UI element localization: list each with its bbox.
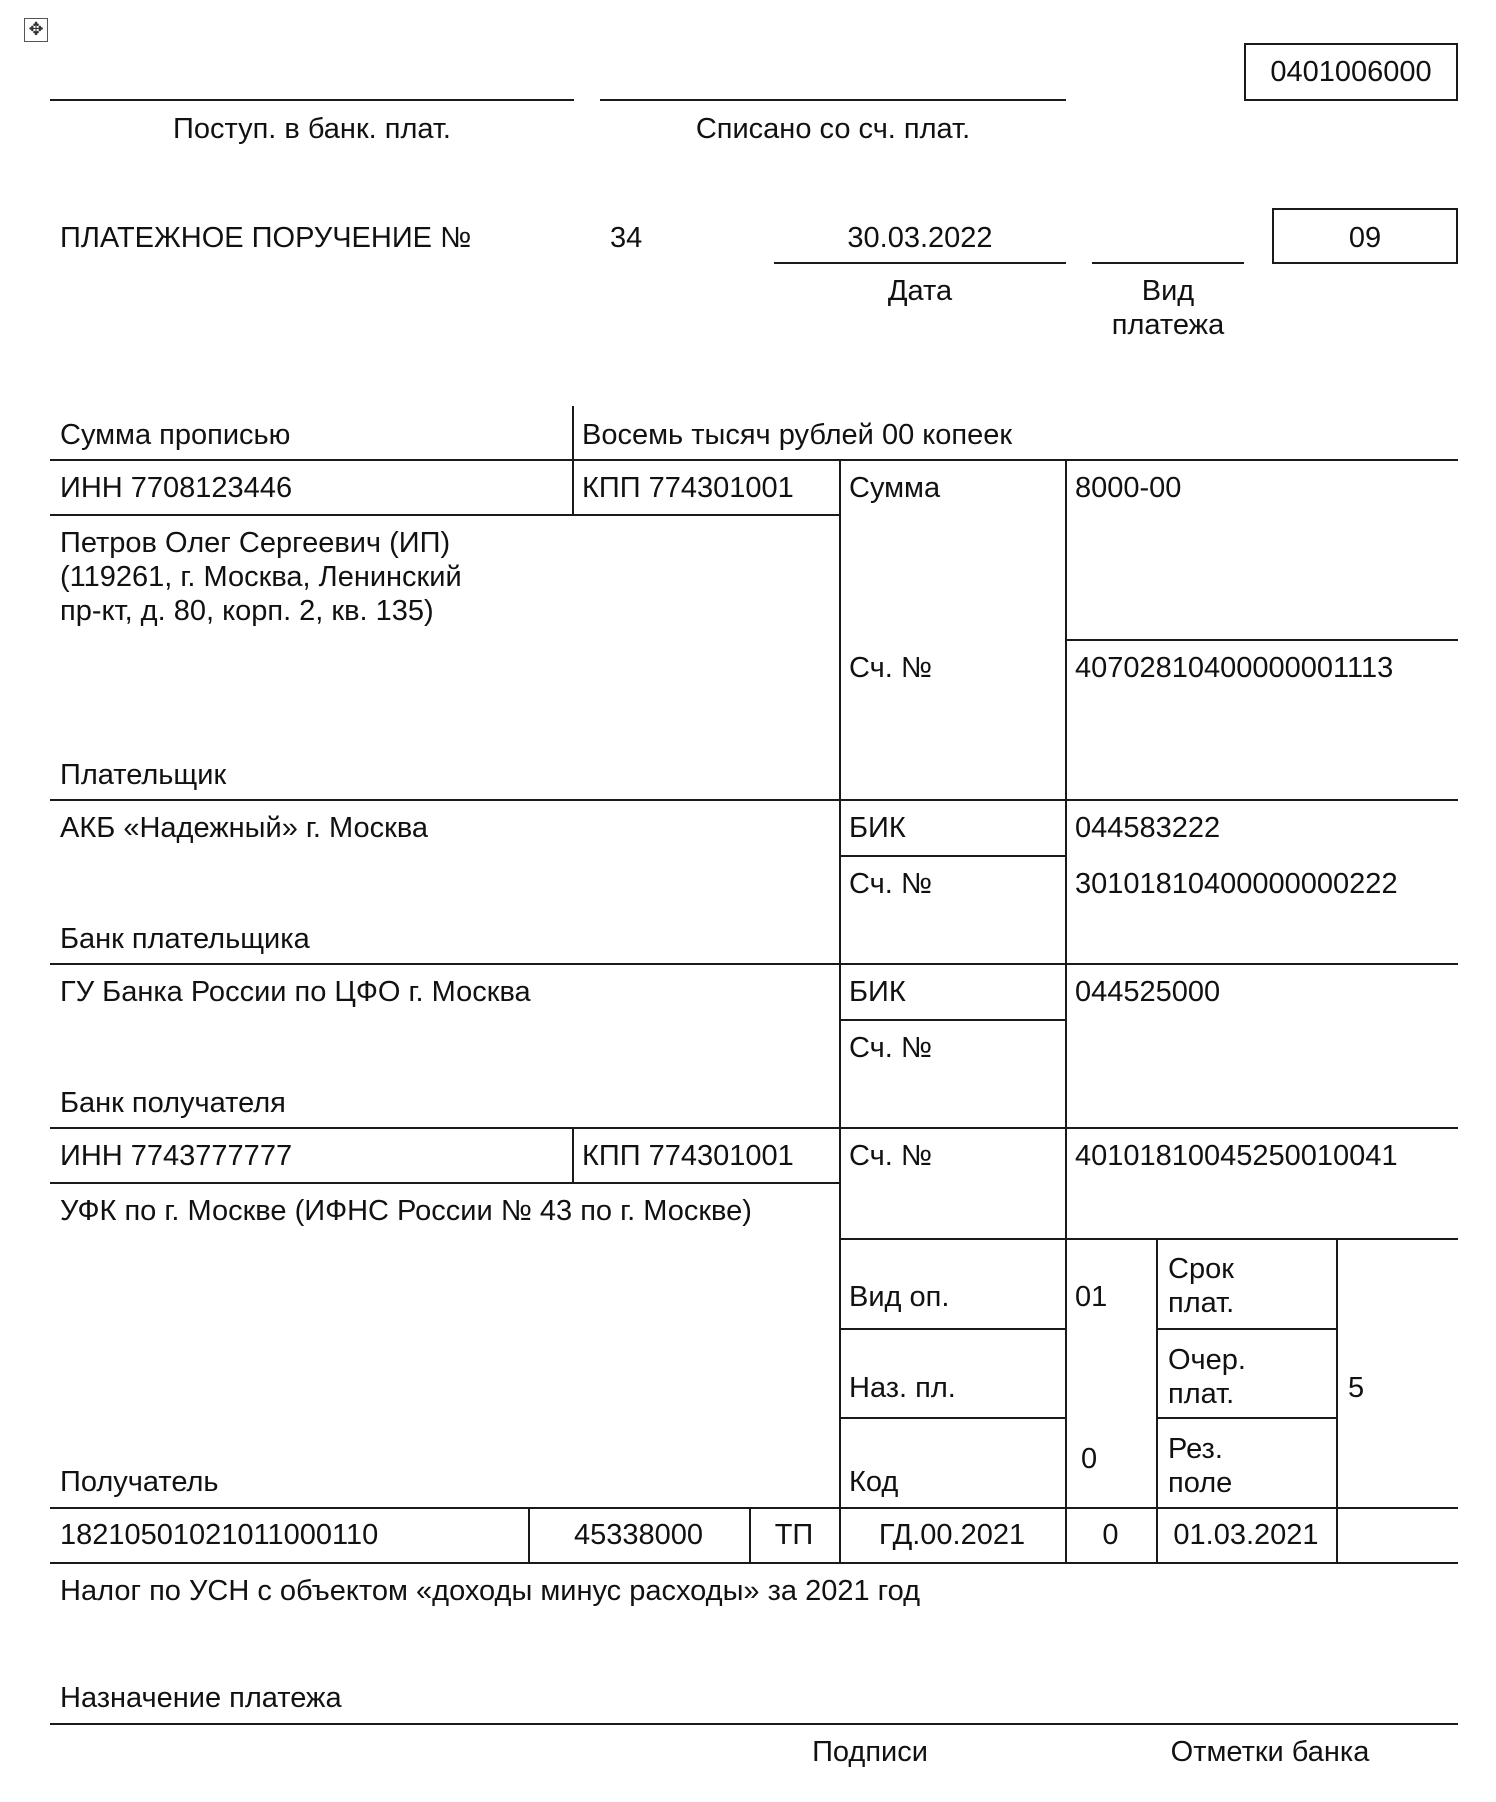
row-line-purpose-code-left <box>840 1328 1066 1330</box>
payee-bank-bik-label: БИК <box>849 976 906 1008</box>
payer-bank-account-label: Сч. № <box>849 868 932 900</box>
payer-bank-label: Банк плательщика <box>60 923 310 955</box>
payment-type-label: Вид платежа <box>1111 275 1225 341</box>
order-title: ПЛАТЕЖНОЕ ПОРУЧЕНИЕ № <box>60 222 472 254</box>
tax-kbk: 18210501021011000110 <box>60 1519 379 1551</box>
row-line-tax-top <box>50 1507 1458 1509</box>
row-line-payee-bank <box>50 963 1458 965</box>
due-label: Срок плат. <box>1168 1253 1235 1319</box>
order-date: 30.03.2022 <box>847 222 993 254</box>
row-line-1 <box>50 459 1458 461</box>
amount-words-label: Сумма прописью <box>60 419 291 451</box>
purpose-label: Назначение платежа <box>60 1682 342 1714</box>
payer-account-label: Сч. № <box>849 652 932 684</box>
form-code: 0401006000 <box>1270 56 1432 88</box>
payee-label: Получатель <box>60 1466 219 1498</box>
payee-bank-name: ГУ Банка России по ЦФО г. Москва <box>60 976 531 1008</box>
received-line <box>50 99 574 101</box>
row-line-purpose <box>50 1723 1458 1725</box>
date-label: Дата <box>887 275 953 307</box>
row-line-operation <box>840 1238 1458 1240</box>
row-line-code-right <box>1157 1417 1337 1419</box>
payee-bank-account-label: Сч. № <box>849 1032 932 1064</box>
payer-kpp: КПП 774301001 <box>582 472 794 504</box>
payer-bank-account: 30101810400000000222 <box>1075 868 1398 900</box>
payee-name: УФК по г. Москве (ИФНС России № 43 по г. Москве) <box>60 1195 752 1227</box>
row-line-tax-bottom <box>50 1562 1458 1564</box>
tax-basis: ТП <box>774 1519 814 1551</box>
row-line-purpose-code-right <box>1157 1328 1337 1330</box>
row-line-payer-bank <box>50 799 1458 801</box>
payee-account: 40101810045250010041 <box>1075 1140 1398 1172</box>
payee-bank-label: Банк получателя <box>60 1087 286 1119</box>
amount-words-divider <box>572 406 574 460</box>
col-line-operation-right <box>1336 1238 1338 1563</box>
row-line-payee <box>50 1127 1458 1129</box>
operation-type-value: 01 <box>1075 1281 1108 1313</box>
row-line-inn-payee <box>50 1182 840 1184</box>
tax-oktmo: 45338000 <box>573 1519 704 1551</box>
amount-words: Восемь тысяч рублей 00 копеек <box>582 419 1013 451</box>
purpose-code-label: Наз. пл. <box>849 1372 956 1404</box>
payer-account: 40702810400000001113 <box>1075 652 1394 684</box>
row-line-amount <box>1065 639 1458 641</box>
priority-value: 5 <box>1348 1372 1365 1404</box>
col-line-operation-mid <box>1156 1238 1158 1563</box>
bank-marks-label: Отметки банка <box>1170 1736 1370 1768</box>
payer-name: Петров Олег Сергеевич (ИП) (119261, г. Москва, Ленинский пр-кт, д. 80, корп. 2, кв. 135) <box>60 527 462 627</box>
payer-bank-name: АКБ «Надежный» г. Москва <box>60 812 429 844</box>
received-label: Поступ. в банк. плат. <box>173 113 451 145</box>
signatures-label: Подписи <box>812 1736 928 1768</box>
debited-label: Списано со сч. плат. <box>695 113 971 145</box>
payer-bank-bik-label: БИК <box>849 812 906 844</box>
payment-type-line <box>1092 262 1244 264</box>
tax-doc-date: 01.03.2021 <box>1173 1519 1319 1551</box>
payer-inn: ИНН 7708123446 <box>60 472 293 504</box>
payee-account-label: Сч. № <box>849 1140 932 1172</box>
status-code: 09 <box>1348 222 1382 254</box>
reserve-label: Рез. поле <box>1168 1433 1233 1499</box>
priority-label: Очер. плат. <box>1168 1344 1246 1410</box>
row-line-payer-bik <box>840 855 1066 857</box>
code-value: 0 <box>1081 1443 1098 1475</box>
tax-doc-number: 0 <box>1102 1519 1119 1551</box>
debited-line <box>600 99 1066 101</box>
payer-label: Плательщик <box>60 759 227 791</box>
payer-bank-bik: 044583222 <box>1075 812 1221 844</box>
table-move-handle-icon[interactable]: ✥ <box>24 18 48 42</box>
col-line-kpp-payee <box>572 1127 574 1183</box>
payee-inn: ИНН 7743777777 <box>60 1140 293 1172</box>
order-number: 34 <box>610 222 643 254</box>
col-line-kpp-payer <box>572 459 574 515</box>
operation-type-label: Вид оп. <box>849 1281 950 1313</box>
code-label: Код <box>849 1466 899 1498</box>
row-line-inn-payer <box>50 514 840 516</box>
row-line-payee-bik <box>840 1019 1066 1021</box>
payee-kpp: КПП 774301001 <box>582 1140 794 1172</box>
amount-label: Сумма <box>849 472 941 504</box>
purpose-text: Налог по УСН с объектом «доходы минус расходы» за 2021 год <box>60 1575 921 1607</box>
tax-period: ГД.00.2021 <box>878 1519 1026 1551</box>
col-line-right-main <box>1065 459 1067 1563</box>
payee-bank-bik: 044525000 <box>1075 976 1221 1008</box>
amount-value: 8000-00 <box>1075 472 1182 504</box>
date-line <box>774 262 1066 264</box>
row-line-code-left <box>840 1417 1066 1419</box>
col-line-left-main <box>839 459 841 1563</box>
